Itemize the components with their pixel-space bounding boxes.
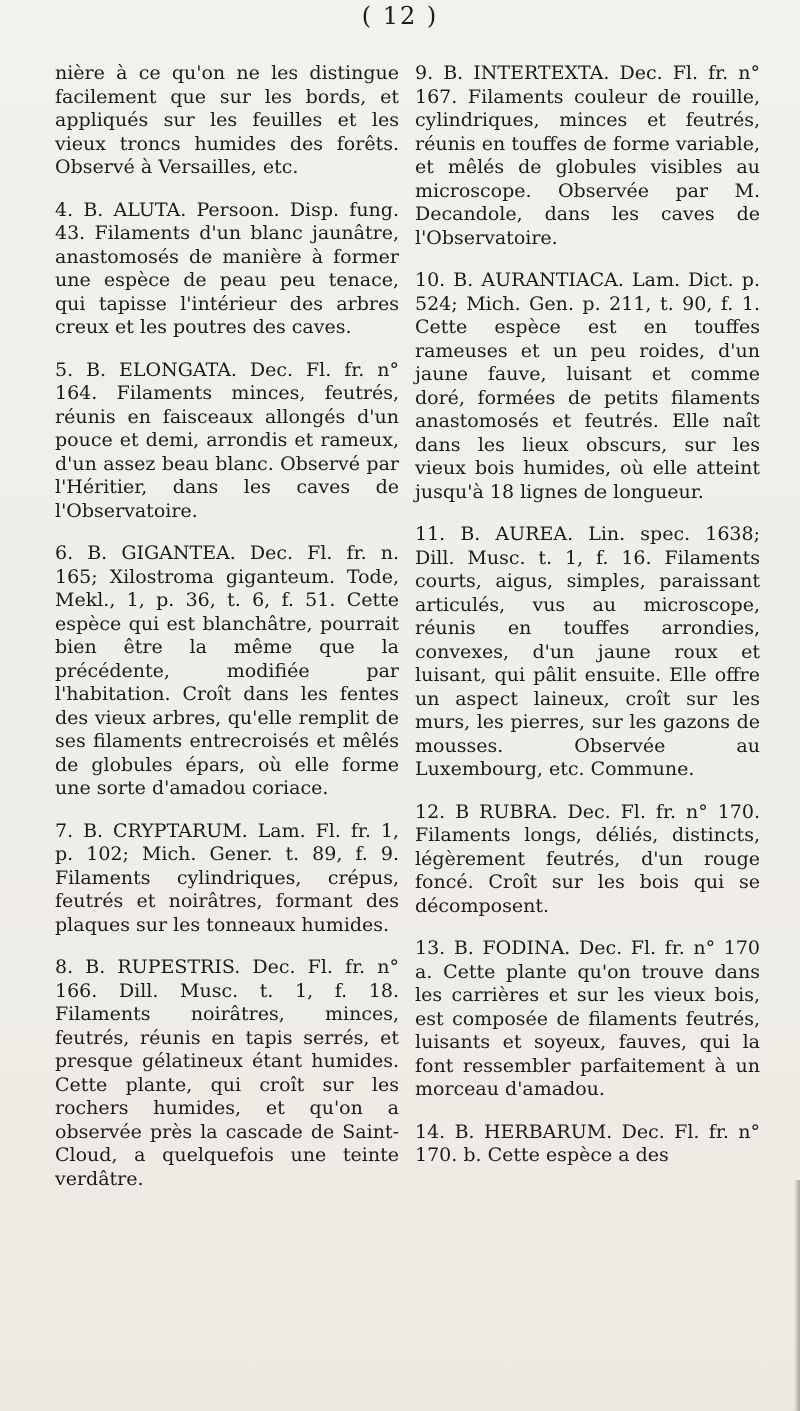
entry-b-gigantea — [55, 542, 399, 801]
paragraph: 6. B. GIGANTEA. Dec. Fl. fr. n. 165; Xilostroma giganteum. Tode, Mekl., 1, p. 36, t. 6, f. 51. Cette espèce qui est blanchâtre, pourrait bien être la même que la précédente, modifiée par l'habitation. Croît dans les fentes des vieux arbres, qu'elle remplit de ses filaments entrecroisés et mêlés de globules épars, où elle forme une sorte d'amadou coriace. — [55, 542, 399, 799]
entry-b-cryptarum — [55, 820, 399, 938]
paragraph: 4. B. ALUTA. Persoon. Disp. fung. 43. Filaments d'un blanc jaunâtre, anastomosés de manière à former une espèce de peau peu tenace, qui tapisse l'intérieur des arbres creux et les poutres des caves. — [55, 198, 399, 338]
left-column — [55, 62, 399, 1210]
paragraph: 14. B. HERBARUM. Dec. Fl. fr. n° 170. b. Cette espèce a des — [415, 1120, 760, 1166]
right-column — [415, 62, 760, 1187]
paragraph: 13. B. FODINA. Dec. Fl. fr. n° 170 a. Cette plante qu'on trouve dans les carrières et sur les vieux bois, est composée de filaments feutrés, luisants et soyeux, fauves, qui la font ressembler parfaitement à un morceau d'amadou. — [415, 937, 760, 1100]
paragraph: 5. B. ELONGATA. Dec. Fl. fr. n° 164. Filaments minces, feutrés, réunis en faisceaux allongés d'un pouce et demi, arrondis et rameux, d'un assez beau blanc. Observé par l'Héritier, dans les caves de l'Observatoire. — [55, 358, 399, 522]
entry-b-elongata — [55, 359, 399, 524]
paragraph: 7. B. CRYPTARUM. Lam. Fl. fr. 1, p. 102; Mich. Gener. t. 89, f. 9. Filaments cylindriques, crépus, feutrés et noirâtres, formant des plaques sur les tonneaux humides. — [55, 819, 399, 936]
entry-b-aurantiaca — [415, 269, 760, 504]
paragraph: 10. B. AURANTIACA. Lam. Dict. p. 524; Mich. Gen. p. 211, t. 90, f. 1. Cette espèce est en touffes rameuses et un peu roides, d'un jaune fauve, luisant et comme doré, formées de petits filaments anastomosés et feutrés. Elle naît dans les lieux obscurs, sur les vieux bois humides, où elle atteint jusqu'à 18 lignes de longueur. — [415, 269, 760, 503]
page-edge-shadow — [794, 1180, 800, 1411]
entry-b-intertexta — [415, 62, 760, 250]
paragraph: 9. B. INTERTEXTA. Dec. Fl. fr. n° 167. Filaments couleur de rouille, cylindriques, minces et feutrés, réunis en touffes de forme variable, et mêlés de globules visibles au microscope. Observée par M. Decandole, dans les caves de l'Observatoire. — [415, 62, 760, 249]
entry-b-aurea — [415, 523, 760, 782]
paragraph: 8. B. RUPESTRIS. Dec. Fl. fr. n° 166. Dill. Musc. t. 1, f. 18. Filaments noirâtres, minces, feutrés, réunis en tapis serrés, et presque gélatineux étant humides. Cette plante, qui croît sur les rochers humides, et qu'on a observée près la cascade de Saint-Cloud, a quelquefois une teinte verdâtre. — [55, 956, 399, 1190]
entry-b-aluta — [55, 199, 399, 340]
entry-b-rubra — [415, 801, 760, 919]
page-number: ( 12 ) — [361, 2, 439, 30]
paragraph: nière à ce qu'on ne les distingue facilement que sur les bords, et appliqués sur les feuilles et les vieux troncs humides des forêts. Observé à Versailles, etc. — [55, 62, 399, 178]
entry-b-fodina — [415, 937, 760, 1102]
paragraph: 11. B. AUREA. Lin. spec. 1638; Dill. Musc. t. 1, f. 16. Filaments courts, aigus, simples, paraissant articulés, vus au microscope, réunis en touffes arrondies, convexes, d'un jaune roux et luisant, qui pâlit ensuite. Elle offre un aspect laineux, croît sur les murs, les pierres, sur les gazons de mousses. Observée au Luxembourg, etc. Commune. — [415, 523, 760, 780]
paragraph: 12. B RUBRA. Dec. Fl. fr. n° 170. Filaments longs, déliés, distincts, légèrement feutrés, d'un rouge foncé. Croît sur les bois qui se décomposent. — [415, 800, 760, 917]
text-block — [55, 62, 399, 180]
entry-b-herbarum — [415, 1121, 760, 1168]
entry-b-rupestris — [55, 956, 399, 1191]
